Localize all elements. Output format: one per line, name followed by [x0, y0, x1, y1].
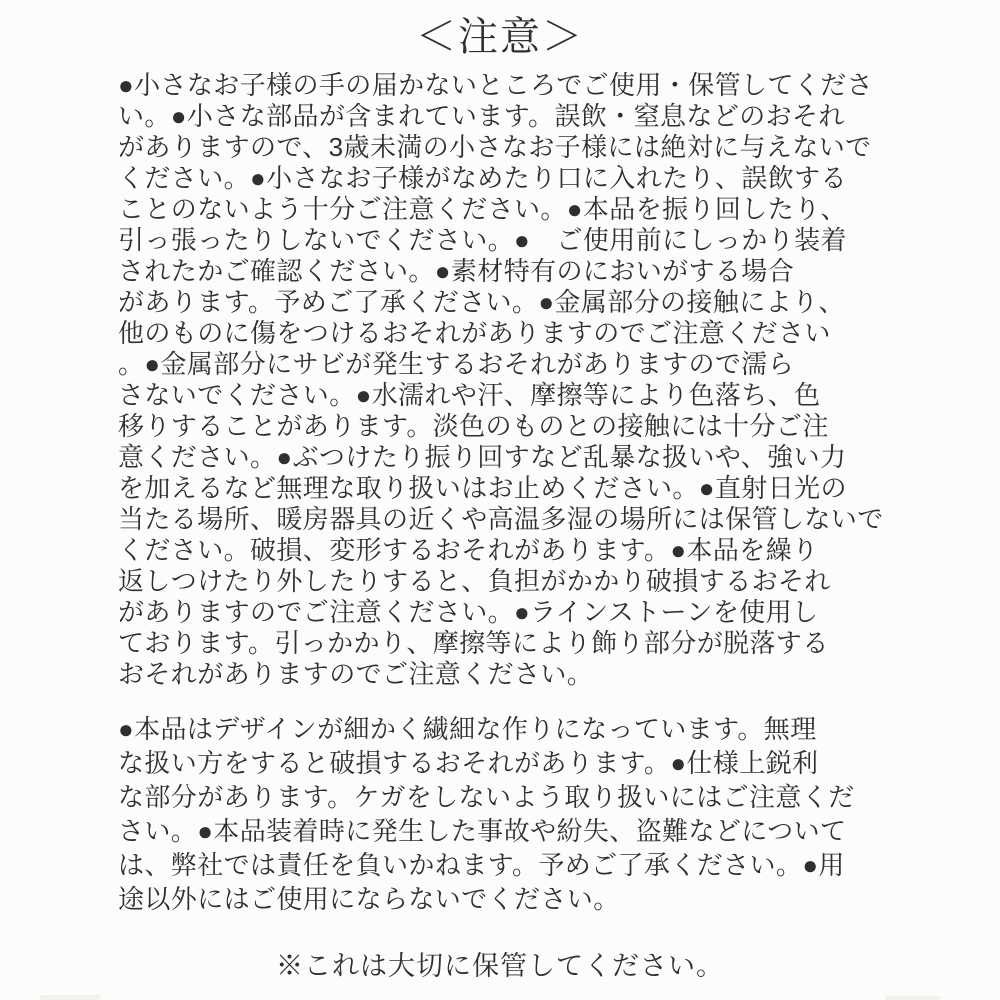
caution-text-line: ください。破損、変形するおそれがあります。●本品を繰り	[118, 535, 819, 565]
caution-text-line: を加えるなど無理な取り扱いはお止めください。●直射日光の	[118, 473, 847, 503]
caution-text-line: 。●金属部分にサビが発生するおそれがありますので濡ら	[118, 349, 795, 379]
caution-text-line: ております。引っかかり、摩擦等により飾り部分が脱落する	[118, 628, 829, 658]
caution-text-line: がありますので、3歳未満の小さなお子様には絶対に与えないで	[118, 132, 872, 162]
caution-text-line: ●本品はデザインが細かく繊細な作りになっています。無理	[118, 714, 817, 744]
caution-text-line: されたかご確認ください。●素材特有のにおいがする場合	[118, 256, 795, 286]
caution-text-line: は、弊社では責任を負いかねます。予めご了承ください。●用	[118, 850, 845, 880]
caution-text-line: 引っ張ったりしないでください。● ご使用前にしっかり装着	[118, 225, 847, 255]
caution-text-line: 途以外にはご使用にならないでください。	[118, 884, 620, 914]
caution-text-line: な部分があります。ケガをしないよう取り扱いにはご注意くだ	[118, 782, 855, 812]
scan-artifact-right	[885, 996, 940, 1000]
scan-artifact-left	[40, 995, 100, 1000]
caution-paragraph-secondary	[118, 712, 855, 916]
caution-text-line: 意ください。●ぶつけたり振り回すなど乱暴な扱いや、強い力	[118, 442, 847, 472]
caution-text-line: い。●小さな部品が含まれています。誤飲・窒息などのおそれ	[118, 101, 845, 131]
caution-text-line: 他のものに傷をつけるおそれがありますのでご注意ください	[118, 318, 831, 348]
caution-text-line: ください。●小さなお子様がなめたり口に入れたり、誤飲する	[118, 163, 847, 193]
caution-text-line: ことのないよう十分ご注意ください。●本品を振り回したり、	[118, 194, 847, 224]
keep-this-note: ※これは大切に保管してください。	[276, 951, 724, 981]
caution-text-line: な扱い方をすると破損するおそれがあります。●仕様上鋭利	[118, 748, 819, 778]
caution-paragraph-main	[118, 70, 884, 690]
caution-text-line: があります。予めご了承ください。●金属部分の接触により、	[118, 287, 845, 317]
caution-text-line: 移りすることがあります。淡色のものとの接触には十分ご注	[118, 411, 829, 441]
caution-text-line: さないでください。●水濡れや汗、摩擦等により色落ち、色	[118, 380, 821, 410]
caution-text-line: おそれがありますのでご注意ください。	[118, 659, 594, 689]
caution-text-line: さい。●本品装着時に発生した事故や紛失、盗難などについて	[118, 816, 847, 846]
caution-text-line: 当たる場所、暖房器具の近くや高温多湿の場所には保管しないで	[118, 504, 884, 534]
caution-text-line: 返しつけたり外したりすると、負担がかかり破損するおそれ	[118, 566, 831, 596]
caution-text-line: ●小さなお子様の手の届かないところでご使用・保管してくださ	[118, 70, 874, 100]
caution-text-line: がありますのでご注意ください。●ラインストーンを使用し	[118, 597, 819, 627]
page-title: ＜注意＞	[416, 15, 584, 59]
